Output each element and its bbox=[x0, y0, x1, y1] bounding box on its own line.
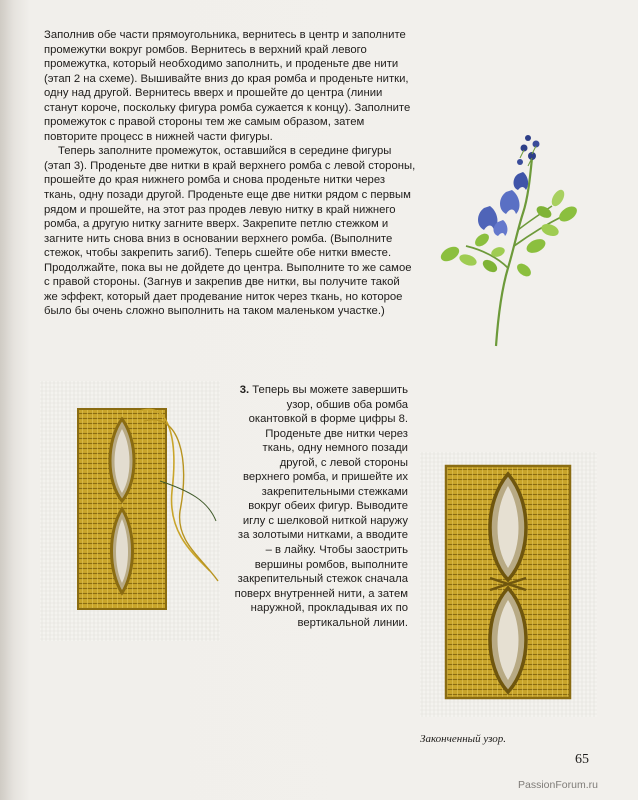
bluebell-illustration-icon bbox=[428, 118, 588, 348]
photo-caption: Законченный узор. bbox=[420, 733, 507, 745]
step-description: Теперь вы можете завершить узор, обшив оба ромба окантовкой в форме цифры 8. Проденьте две нитки через ткань, одну немного позади другой, с левой стороны верхнего ромба, и пришейте их закрепительными стежками вокруг обеих фигур. Выводите иглу с шелковой ниткой наружу за золотыми нитками, а вводите – в лайку. Чтобы заострить вершины ромбов, выполните закрепительный стежок сначала поверх внутренней нити, а затем наружной, прокладывая их по вертикальной линии. bbox=[234, 384, 408, 629]
watermark-text: PassionForum.ru bbox=[518, 779, 598, 791]
body-text bbox=[44, 28, 416, 319]
paragraph: Заполнив обе части прямоугольника, вернитесь в центр и заполните промежутки вокруг ромбов. Вернитесь в верхний край левого промежутка, который необходимо заполнить, и проденьте две нити (этап 2 на схеме). Вышивайте вниз до края ромба и проденьте нитки, одну над другой. Вернитесь вверх и прошейте до центра (линии станут короче, поскольку фигура ромба сужается к концу). Заполните промежуток с правой стороны тем же самым образом, затем повторите процесс в нижней части фигуры. bbox=[44, 29, 411, 143]
paragraph: Теперь заполните промежуток, оставшийся в середине фигуры (этап 3). Проденьте две нитки в край верхнего ромба с левой стороны, прошейте до края нижнего ромба и снова проденьте нитки через ткань, одну позади другой. Проденьте еще две нитки рядом с первым рядом и прошейте, на этот раз продев левую нитку в край нижнего ромба, а другую нитку загните вверх. Закрепите петлю стежком и загните нить снова вниз в основании верхнего ромба. (Выполните стежок, чтобы закрепить загиб). Теперь сшейте обе нитки вместе. Продолжайте, пока вы не дойдете до центра. Выполните то же самое с правой стороны. (Загнув и закрепив две нитки, вы получите такой же эффект, который дает продевание ниток через ткань, но которое было бы очень сложно выполнить на таком маленьком участке.) bbox=[44, 145, 416, 318]
goldwork-in-progress-photo-icon bbox=[40, 381, 220, 641]
step-number: 3. bbox=[239, 384, 250, 396]
goldwork-finished-photo-icon bbox=[420, 452, 597, 717]
step-3-text bbox=[232, 383, 408, 630]
page-number: 65 bbox=[575, 752, 589, 767]
